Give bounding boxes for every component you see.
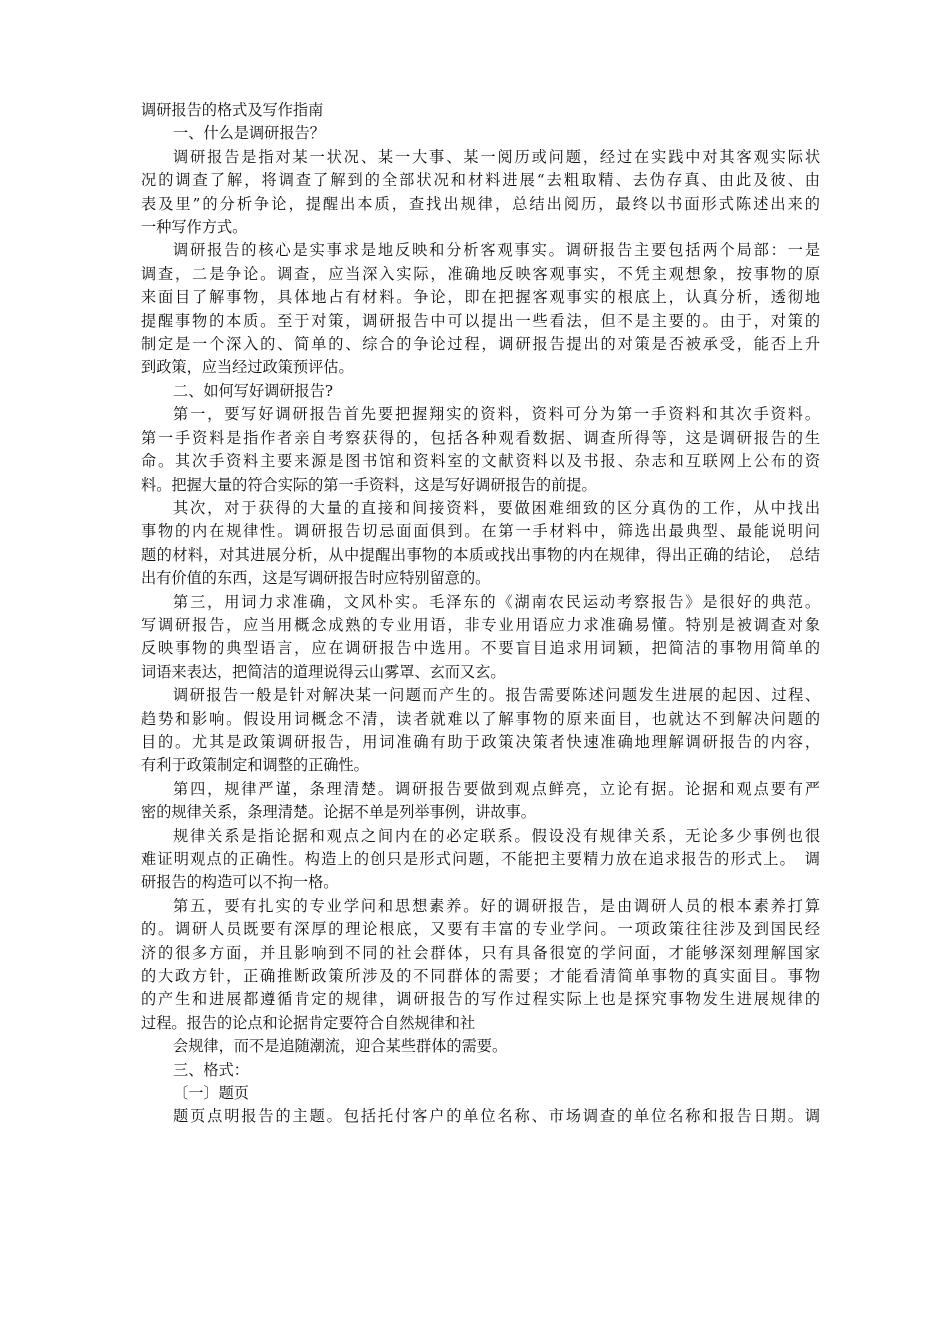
text-line: 密的规律关系，条理清楚。论据不单是列举事例，讲故事。 bbox=[141, 803, 536, 822]
text-line: 研报告的构造可以不拘一格。 bbox=[141, 873, 339, 892]
text-line: 命。其次手资料主要来源是图书馆和资料室的文献资料以及书报、杂志和互联网上公布的资 bbox=[141, 452, 820, 471]
text-line: 反映事物的典型语言，应在调研报告中选用。不要盲目追求用词颖，把简洁的事物用简单的 bbox=[141, 639, 820, 658]
text-line: 出有价值的东西，这是写调研报告时应特别留意的。 bbox=[141, 569, 491, 588]
text-line: 调研报告是指对某一状况、某一大事、某一阅历或问题，经过在实践中对其客观实际状 bbox=[173, 147, 820, 166]
text-line: 目的。尤其是政策调研报告，用词准确有助于政策决策者快速准确地理解调研报告的内容， bbox=[141, 732, 820, 751]
text-line: 的产生和进展都遵循肯定的规律，调研报告的写作过程实际上也是探究事物发生进展规律的 bbox=[141, 990, 820, 1009]
text-line: 会规律，而不是追随潮流，迎合某些群体的需要。 bbox=[173, 1037, 508, 1056]
text-line: 第四，规律严谨，条理清楚。调研报告要做到观点鲜亮，立论有据。论据和观点要有严 bbox=[173, 779, 820, 798]
text-line: 表及里”的分析争论，提醒出本质，查找出规律，总结出阅历，最终以书面形式陈述出来的 bbox=[141, 194, 820, 213]
text-line: 二、如何写好调研报告? bbox=[173, 381, 334, 400]
text-line: 题页点明报告的主题。包括托付客户的单位名称、市场调查的单位名称和报告日期。调 bbox=[173, 1107, 820, 1126]
text-line: 写调研报告，应当用概念成熟的专业用语，非专业用语应力求准确易懂。特别是被调查对象 bbox=[141, 615, 820, 634]
document-body bbox=[141, 122, 820, 1128]
text-line: 的大政方针，正确推断政策所涉及的不同群体的需要；才能看清简单事物的真实面目。事物 bbox=[141, 967, 820, 986]
text-line: 事物的内在规律性。调研报告切忌面面俱到。在第一手材料中，筛选出最典型、最能说明问 bbox=[141, 522, 820, 541]
text-line: 趋势和影响。假设用词概念不清，读者就难以了解事物的原来面目，也就达不到解决问题的 bbox=[141, 709, 820, 728]
text-line: 其次，对于获得的大量的直接和间接资料，要做困难细致的区分真伪的工作，从中找出 bbox=[173, 498, 820, 517]
text-line: 题的材料，对其进展分析，从中提醒出事物的本质或找出事物的内在规律，得出正确的结论， 总结 bbox=[141, 545, 820, 564]
text-line: 况的调查了解，将调查了解到的全部状况和材料进展“去粗取精、去伪存真、由此及彼、由 bbox=[141, 171, 820, 190]
text-line: 料。把握大量的符合实际的第一手资料，这是写好调研报告的前提。 bbox=[141, 475, 597, 494]
text-line: 制定是一个深入的、简单的、综合的争论过程，调研报告提出的对策是否被承受，能否上升 bbox=[141, 335, 820, 354]
text-line: 调查，二是争论。调查，应当深入实际，准确地反映客观事实，不凭主观想象，按事物的原 bbox=[141, 264, 820, 283]
text-line: 第一，要写好调研报告首先要把握翔实的资料，资料可分为第一手资料和其次手资料。 bbox=[173, 405, 820, 424]
text-line: 一、什么是调研报告？ bbox=[173, 124, 325, 143]
text-line: 难证明观点的正确性。构造上的创只是形式问题，不能把主要精力放在追求报告的形式上。 调 bbox=[141, 850, 820, 868]
text-line: 规律关系是指论据和观点之间内在的必定联系。假设没有规律关系，无论多少事例也很 bbox=[173, 826, 820, 845]
text-line: 来面目了解事物，具体地占有材料。争论，即在把握客观事实的根底上，认真分析，透彻地 bbox=[141, 288, 820, 307]
text-line: 有利于政策制定和调整的正确性。 bbox=[141, 756, 369, 775]
text-line: 调研报告一般是针对解决某一问题而产生的。报告需要陈述问题发生进展的起因、过程、 bbox=[173, 686, 820, 705]
text-line: 三、格式： bbox=[173, 1060, 249, 1079]
text-line: 词语来表达，把简洁的道理说得云山雾罩、玄而又玄。 bbox=[141, 662, 506, 681]
text-line: 的。调研人员既要有深厚的理论根底，又要有丰富的专业学问。一项政策往往涉及到国民经 bbox=[141, 920, 820, 939]
text-line: 过程。报告的论点和论据肯定要符合自然规律和社 bbox=[141, 1013, 476, 1032]
text-line: 〔一〕题页 bbox=[173, 1084, 249, 1103]
document-title: 调研报告的格式及写作指南 bbox=[141, 101, 324, 119]
text-line: 一种写作方式。 bbox=[141, 218, 248, 237]
text-line: 第五，要有扎实的专业学问和思想素养。好的调研报告，是由调研人员的根本素养打算 bbox=[173, 896, 820, 915]
text-line: 到政策，应当经过政策预评估。 bbox=[141, 358, 354, 377]
text-line: 提醒事物的本质。至于对策，调研报告中可以提出一些看法，但不是主要的。由于，对策的 bbox=[141, 311, 820, 330]
text-line: 第一手资料是指作者亲自考察获得的，包括各种观看数据、调查所得等，这是调研报告的生 bbox=[141, 428, 820, 447]
text-line: 济的很多方面，并且影响到不同的社会群体，只有具备很宽的学问面，才能够深刻理解国家 bbox=[141, 943, 820, 962]
text-line: 调研报告的核心是实事求是地反映和分析客观事实。调研报告主要包括两个局部：一是 bbox=[173, 241, 820, 260]
text-line: 第三，用词力求准确，文风朴实。毛泽东的《湖南农民运动考察报告》是很好的典范。 bbox=[173, 592, 820, 611]
